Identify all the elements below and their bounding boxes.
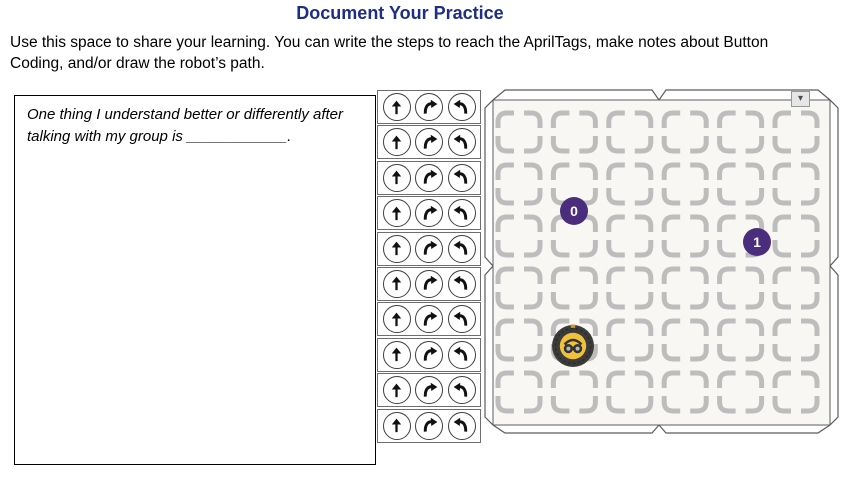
turn-right-button[interactable]: [415, 164, 443, 192]
robot-eye: [576, 347, 580, 351]
arrow-curve-left-icon: [451, 273, 472, 294]
move-forward-button[interactable]: [383, 341, 411, 369]
arrow-curve-left-icon: [451, 309, 472, 330]
arrow-up-icon: [386, 273, 407, 294]
button-steps-column: [377, 90, 481, 444]
button-step-row: [377, 338, 481, 372]
page-title: Document Your Practice: [296, 3, 504, 23]
robot-top-mark: [571, 325, 575, 328]
turn-left-button[interactable]: [448, 305, 476, 333]
move-forward-button[interactable]: [383, 128, 411, 156]
arrow-curve-left-icon: [451, 132, 472, 153]
move-forward-button[interactable]: [383, 305, 411, 333]
notes-prompt: One thing I understand better or differently after talking with my group is ____________.: [27, 106, 344, 145]
arrow-curve-left-icon: [451, 344, 472, 365]
arrow-up-icon: [386, 132, 407, 153]
instructions-text: Use this space to share your learning. You can write the steps to reach the AprilTags, make notes about Button Coding, and/or draw the robot’s path.: [10, 34, 769, 72]
arrow-curve-right-icon: [419, 167, 440, 188]
mat-options-dropdown[interactable]: [791, 91, 810, 107]
move-forward-button[interactable]: [383, 412, 411, 440]
arrow-curve-right-icon: [419, 309, 440, 330]
move-forward-button[interactable]: [383, 235, 411, 263]
arrow-up-icon: [386, 203, 407, 224]
arrow-up-icon: [386, 415, 407, 436]
apriltag-0[interactable]: [560, 197, 588, 225]
button-step-row: [377, 196, 481, 230]
arrow-curve-right-icon: [419, 97, 440, 118]
arrow-curve-right-icon: [419, 380, 440, 401]
field-mat: [484, 88, 841, 450]
button-step-row: [377, 232, 481, 266]
move-forward-button[interactable]: [383, 376, 411, 404]
turn-left-button[interactable]: [448, 164, 476, 192]
arrow-curve-right-icon: [419, 273, 440, 294]
apriltag-1[interactable]: [743, 228, 771, 256]
turn-right-button[interactable]: [415, 376, 443, 404]
turn-right-button[interactable]: [415, 270, 443, 298]
move-forward-button[interactable]: [383, 93, 411, 121]
turn-right-button[interactable]: [415, 128, 443, 156]
apriltag-label: 0: [570, 203, 578, 219]
button-step-row: [377, 90, 481, 124]
arrow-curve-right-icon: [419, 132, 440, 153]
turn-right-button[interactable]: [415, 93, 443, 121]
button-step-row: [377, 125, 481, 159]
robot-eye: [566, 347, 570, 351]
chevron-down-icon: ▾: [797, 93, 804, 104]
turn-left-button[interactable]: [448, 235, 476, 263]
move-forward-button[interactable]: [383, 199, 411, 227]
arrow-curve-left-icon: [451, 415, 472, 436]
button-step-row: [377, 302, 481, 336]
arrow-curve-left-icon: [451, 97, 472, 118]
arrow-up-icon: [386, 97, 407, 118]
arrow-curve-left-icon: [451, 203, 472, 224]
turn-right-button[interactable]: [415, 412, 443, 440]
arrow-up-icon: [386, 344, 407, 365]
turn-right-button[interactable]: [415, 235, 443, 263]
turn-left-button[interactable]: [448, 93, 476, 121]
arrow-curve-right-icon: [419, 344, 440, 365]
arrow-up-icon: [386, 309, 407, 330]
turn-right-button[interactable]: [415, 341, 443, 369]
turn-left-button[interactable]: [448, 376, 476, 404]
move-forward-button[interactable]: [383, 164, 411, 192]
turn-left-button[interactable]: [448, 128, 476, 156]
move-forward-button[interactable]: [383, 270, 411, 298]
arrow-up-icon: [386, 167, 407, 188]
field-mat-drawing: [484, 88, 841, 450]
turn-left-button[interactable]: [448, 270, 476, 298]
arrow-curve-right-icon: [419, 238, 440, 259]
turn-left-button[interactable]: [448, 412, 476, 440]
arrow-up-icon: [386, 238, 407, 259]
turn-left-button[interactable]: [448, 341, 476, 369]
turn-right-button[interactable]: [415, 199, 443, 227]
arrow-curve-right-icon: [419, 415, 440, 436]
button-step-row: [377, 267, 481, 301]
arrow-curve-right-icon: [419, 203, 440, 224]
button-step-row: [377, 373, 481, 407]
apriltag-label: 1: [753, 234, 761, 250]
button-step-row: [377, 409, 481, 443]
arrow-curve-left-icon: [451, 380, 472, 401]
turn-right-button[interactable]: [415, 305, 443, 333]
notes-textbox[interactable]: [14, 95, 376, 465]
turn-left-button[interactable]: [448, 199, 476, 227]
arrow-curve-left-icon: [451, 167, 472, 188]
arrow-curve-left-icon: [451, 238, 472, 259]
button-step-row: [377, 161, 481, 195]
arrow-up-icon: [386, 380, 407, 401]
